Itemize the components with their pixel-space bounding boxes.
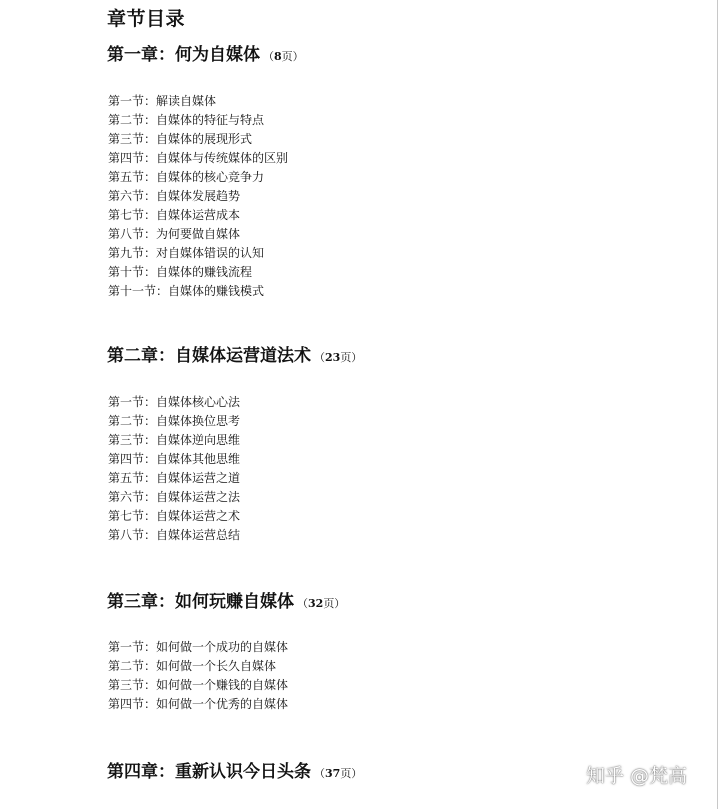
section-item: 第四节：自媒体与传统媒体的区别 xyxy=(108,151,289,165)
chapter-title: 第一章：何为自媒体 xyxy=(107,45,260,65)
page-count-number: 37 xyxy=(325,767,341,780)
section-item: 第九节：对自媒体错误的认知 xyxy=(108,246,265,260)
section-item: 第五节：自媒体运营之道 xyxy=(108,471,241,485)
page-count-close: 页） xyxy=(323,597,346,610)
page-edge xyxy=(717,0,718,809)
page-count-open: （ xyxy=(263,50,274,63)
chapter-page-count xyxy=(297,597,345,610)
page-count-close: 页） xyxy=(340,351,363,364)
watermark: 知乎 @梵高 xyxy=(586,765,688,787)
section-item: 第四节：如何做一个优秀的自媒体 xyxy=(108,697,289,711)
section-item: 第二节：如何做一个长久自媒体 xyxy=(108,659,277,673)
chapter-title: 第二章：自媒体运营道法术 xyxy=(107,346,311,366)
page-count-open: （ xyxy=(297,597,308,610)
page-count-open: （ xyxy=(314,767,325,780)
section-item: 第三节：自媒体逆向思维 xyxy=(108,433,241,447)
section-item: 第一节：自媒体核心心法 xyxy=(108,395,241,409)
section-item: 第一节：解读自媒体 xyxy=(108,94,217,108)
section-list xyxy=(108,638,288,714)
section-item: 第四节：自媒体其他思维 xyxy=(108,452,241,466)
section-list xyxy=(108,92,288,301)
section-item: 第十一节：自媒体的赚钱模式 xyxy=(108,284,265,298)
section-item: 第三节：如何做一个赚钱的自媒体 xyxy=(108,678,289,692)
section-item: 第二节：自媒体的特征与特点 xyxy=(108,113,265,127)
section-list xyxy=(108,393,240,545)
chapter-title: 第四章：重新认识今日头条 xyxy=(107,762,311,782)
section-item: 第三节：自媒体的展现形式 xyxy=(108,132,253,146)
section-item: 第八节：为何要做自媒体 xyxy=(108,227,241,241)
chapter-page-count xyxy=(314,767,362,780)
page-count-close: 页） xyxy=(340,767,363,780)
section-item: 第一节：如何做一个成功的自媒体 xyxy=(108,640,289,654)
chapter-heading xyxy=(107,345,362,369)
chapter-page-count xyxy=(263,50,304,63)
section-item: 第二节：自媒体换位思考 xyxy=(108,414,241,428)
chapter-heading xyxy=(107,761,362,785)
page-count-number: 32 xyxy=(308,597,324,610)
page-count-open: （ xyxy=(314,351,325,364)
section-item: 第六节：自媒体运营之法 xyxy=(108,490,241,504)
section-item: 第七节：自媒体运营成本 xyxy=(108,208,241,222)
chapter-heading xyxy=(107,44,304,68)
page-count-number: 23 xyxy=(325,351,341,364)
chapter-heading xyxy=(107,591,345,615)
section-item: 第十节：自媒体的赚钱流程 xyxy=(108,265,253,279)
chapter-page-count xyxy=(314,351,362,364)
section-item: 第六节：自媒体发展趋势 xyxy=(108,189,241,203)
section-item: 第八节：自媒体运营总结 xyxy=(108,528,241,542)
section-item: 第七节：自媒体运营之术 xyxy=(108,509,241,523)
page-count-number: 8 xyxy=(274,50,282,63)
document-title: 章节目录 xyxy=(107,8,186,30)
chapter-title: 第三章：如何玩赚自媒体 xyxy=(107,592,294,612)
page-count-close: 页） xyxy=(281,50,304,63)
section-item: 第五节：自媒体的核心竞争力 xyxy=(108,170,265,184)
